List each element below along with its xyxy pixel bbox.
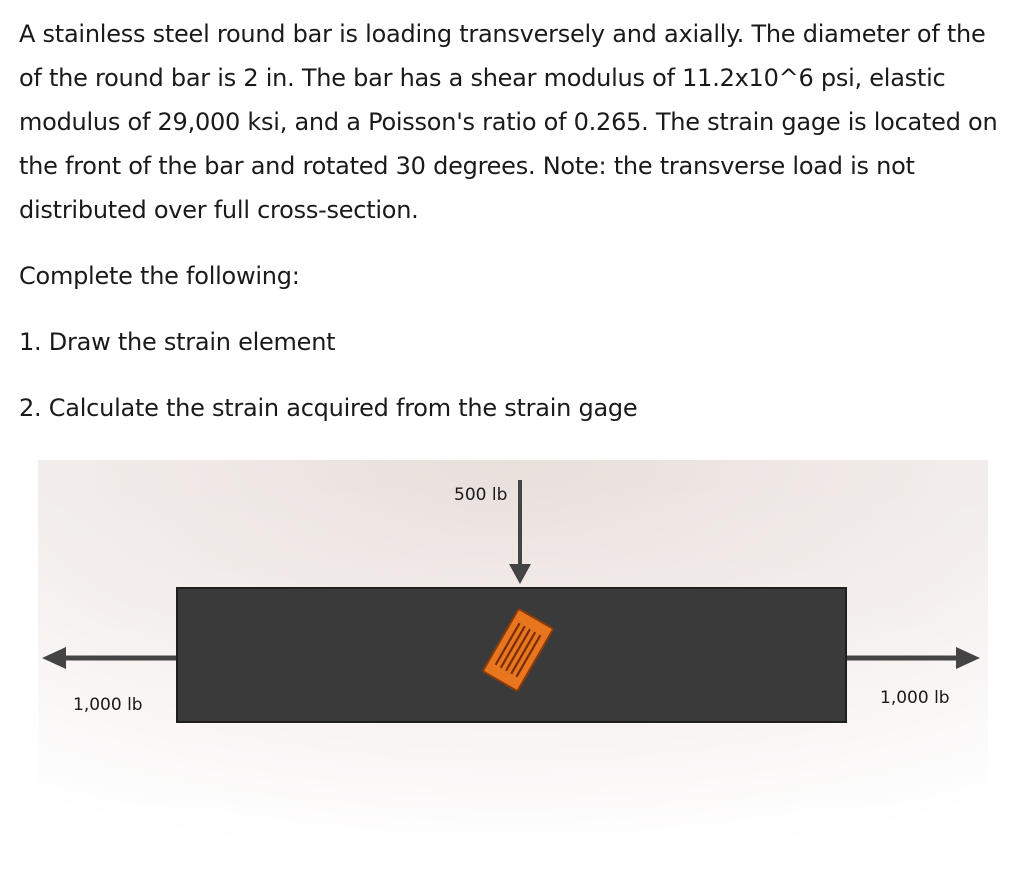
instruction-heading: Complete the following: [19, 262, 300, 290]
transverse-load-label: 500 lb [454, 485, 508, 505]
problem-text [19, 12, 1009, 452]
step-1: 1. Draw the strain element [19, 328, 336, 356]
left-axial-load-label: 1,000 lb [73, 695, 143, 715]
loading-diagram [0, 460, 1024, 883]
step-2: 2. Calculate the strain acquired from the strain gage [19, 394, 638, 422]
loading-diagram-svg [0, 460, 1024, 883]
right-axial-load-label: 1,000 lb [880, 688, 950, 708]
problem-statement: A stainless steel round bar is loading transversely and axially. The diameter of the of the round bar is 2 in. The bar has a shear modulus of 11.2x10^6 psi, elastic modulus of 29,000 ksi, and a Poisson's ratio of 0.265. The strain gage is located on the front of the bar and rotated 30 degrees. Note: the transverse load is not distributed over full cross-section. [19, 20, 998, 224]
